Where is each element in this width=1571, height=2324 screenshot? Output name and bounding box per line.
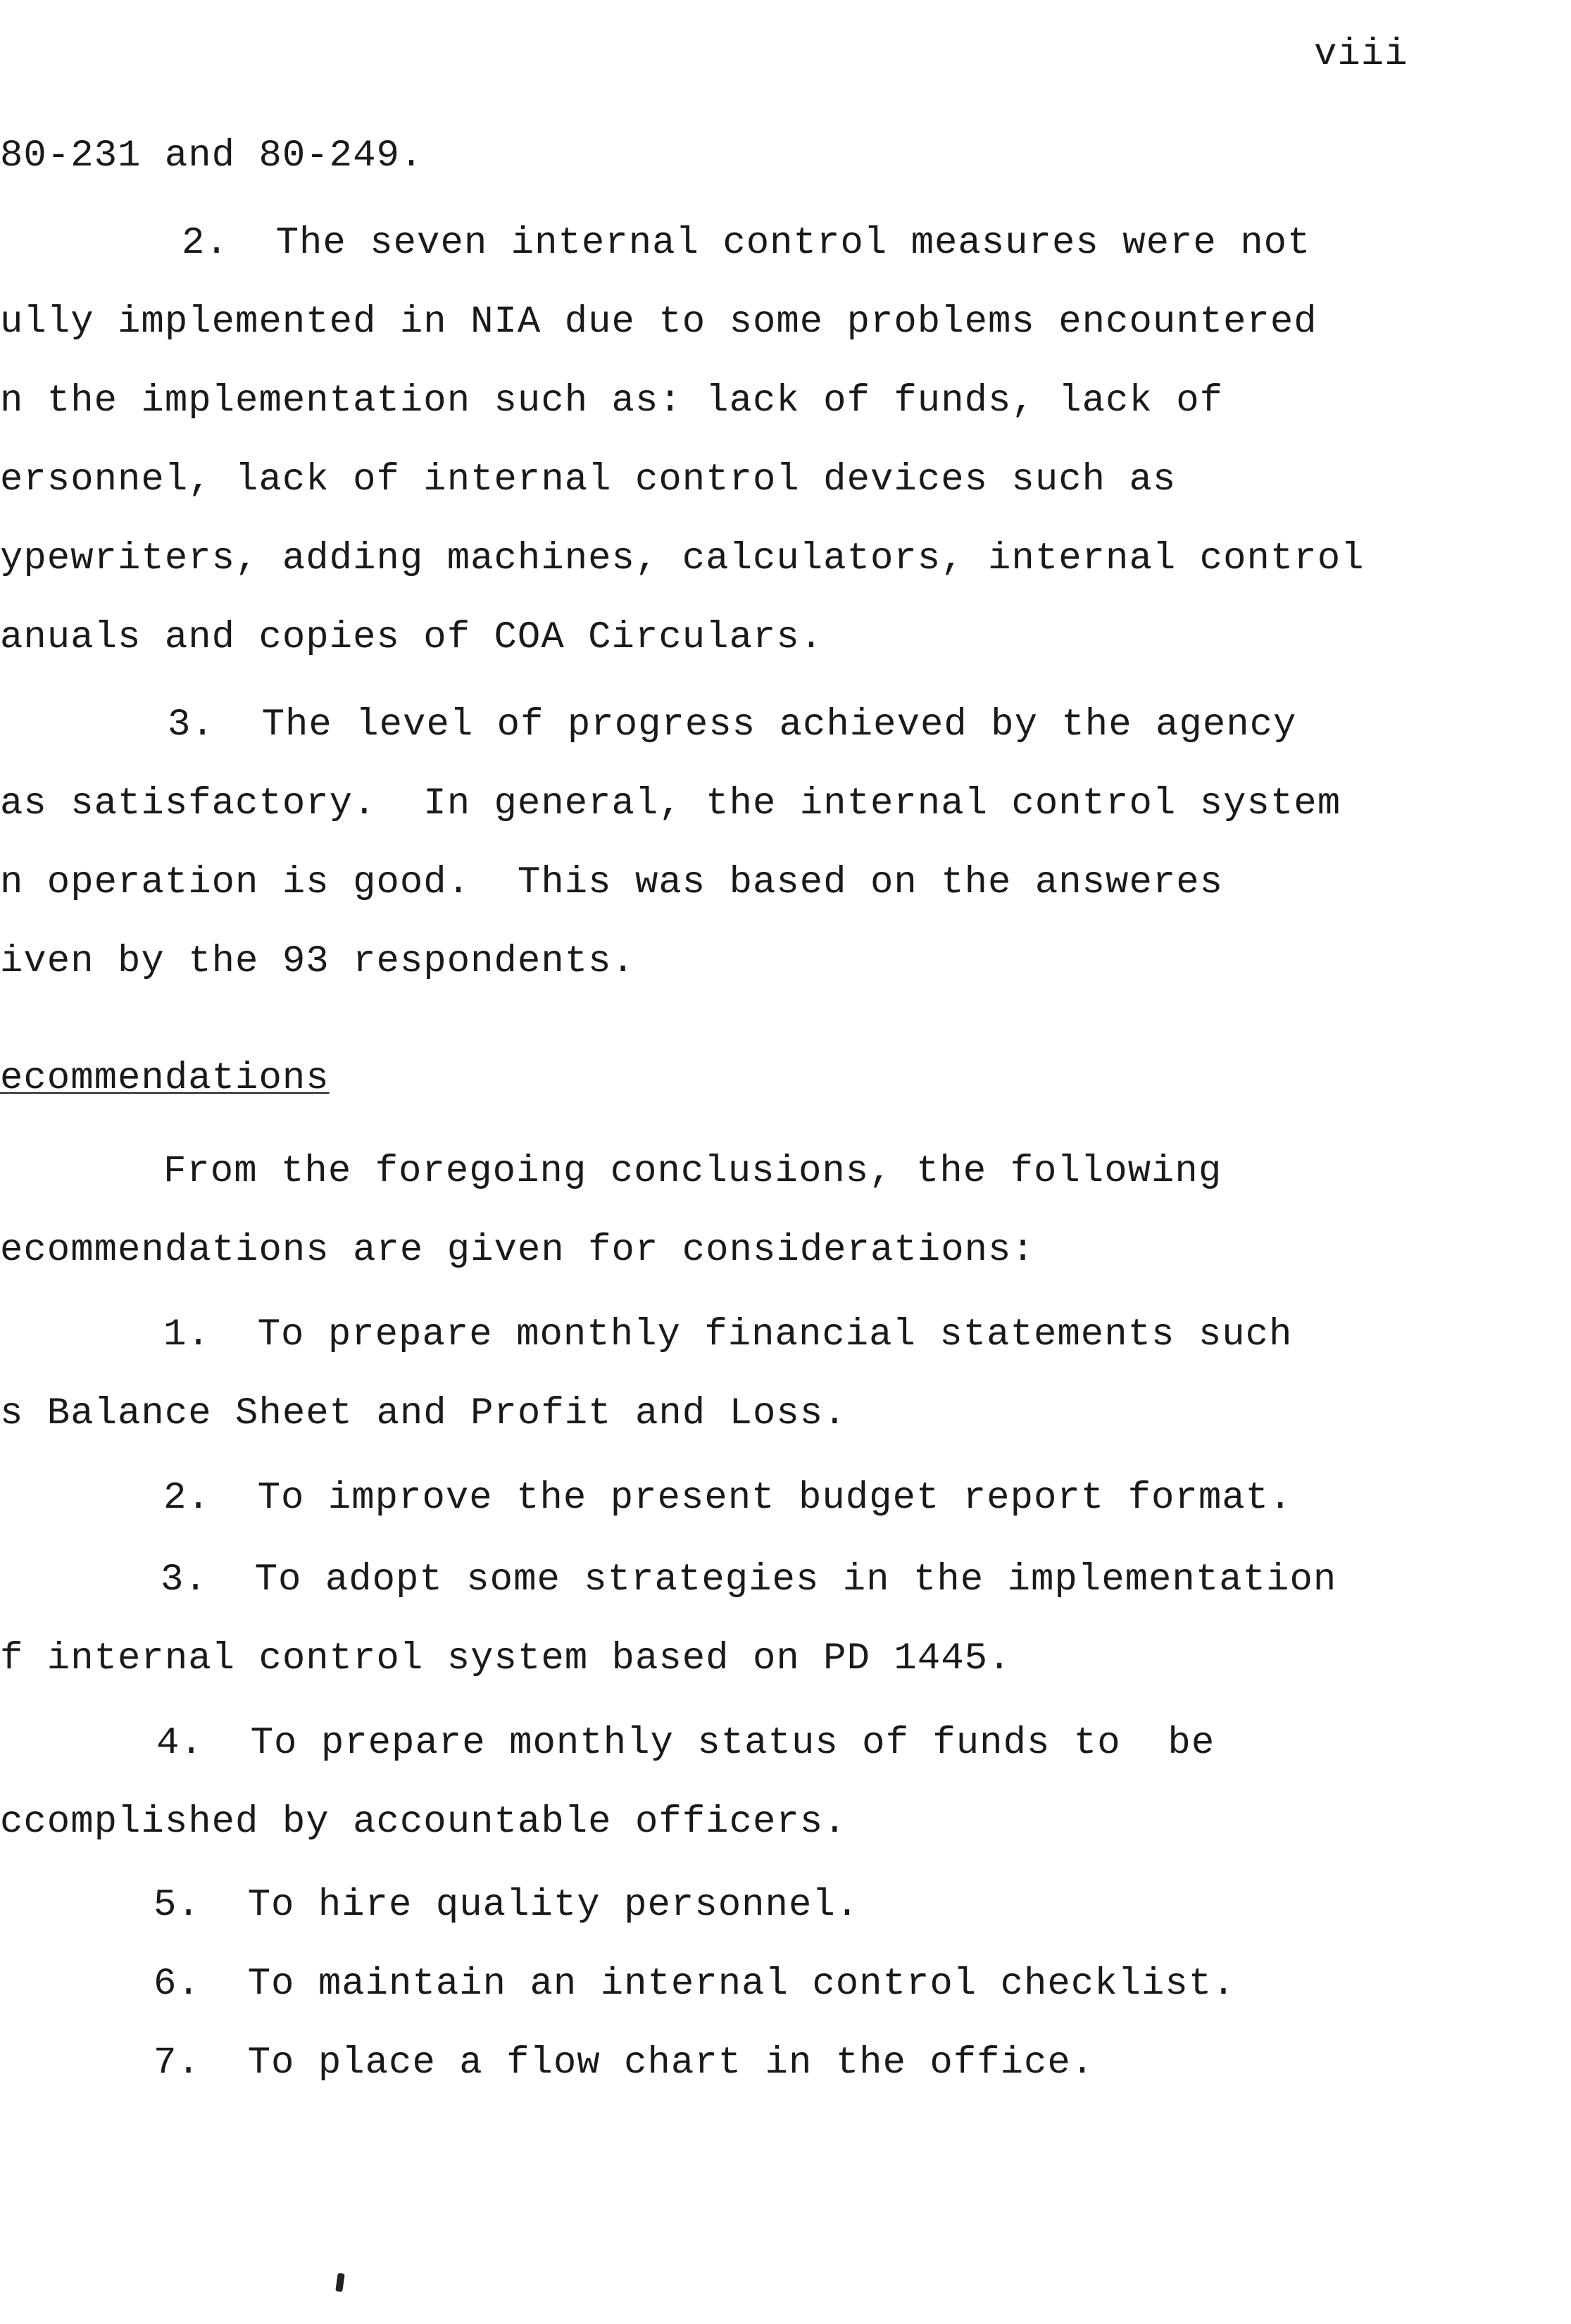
- page-number: viii: [1314, 33, 1408, 76]
- text-line: anuals and copies of COA Circulars.: [0, 616, 824, 659]
- ink-speck: [335, 2273, 345, 2292]
- list-item-continuation: f internal control system based on PD 1445.: [0, 1637, 1012, 1680]
- list-item: 4. To prepare monthly status of funds to be: [156, 1722, 1215, 1765]
- list-item: 6. To maintain an internal control checklist.: [154, 1963, 1236, 2006]
- section-heading-recommendations: ecommendations: [0, 1057, 330, 1100]
- list-item: 5. To hire quality personnel.: [154, 1884, 860, 1927]
- text-line: 3. The level of progress achieved by the agency: [168, 704, 1297, 746]
- text-line: n operation is good. This was based on the answeres: [0, 861, 1224, 904]
- list-item-continuation: ccomplished by accountable officers.: [0, 1801, 847, 1844]
- text-line: n the implementation such as: lack of funds, lack of: [0, 380, 1224, 423]
- text-line: ecommendations are given for considerations:: [0, 1229, 1035, 1272]
- text-line: From the foregoing conclusions, the following: [163, 1150, 1222, 1193]
- list-item: 7. To place a flow chart in the office.: [154, 2042, 1095, 2085]
- text-line: as satisfactory. In general, the internal control system: [0, 782, 1341, 825]
- list-item: 1. To prepare monthly financial statements such: [163, 1313, 1293, 1356]
- text-line: iven by the 93 respondents.: [0, 940, 635, 983]
- list-item-continuation: s Balance Sheet and Profit and Loss.: [0, 1392, 847, 1435]
- list-item: 3. To adopt some strategies in the implementation: [161, 1558, 1337, 1601]
- text-line: ersonnel, lack of internal control devices such as: [0, 458, 1177, 501]
- text-line: ypewriters, adding machines, calculators, internal control: [0, 537, 1365, 580]
- text-line: 80-231 and 80-249.: [0, 135, 424, 177]
- list-item: 2. To improve the present budget report format.: [163, 1477, 1293, 1520]
- text-line: ully implemented in NIA due to some problems encountered: [0, 301, 1317, 344]
- text-line: 2. The seven internal control measures were not: [182, 222, 1311, 265]
